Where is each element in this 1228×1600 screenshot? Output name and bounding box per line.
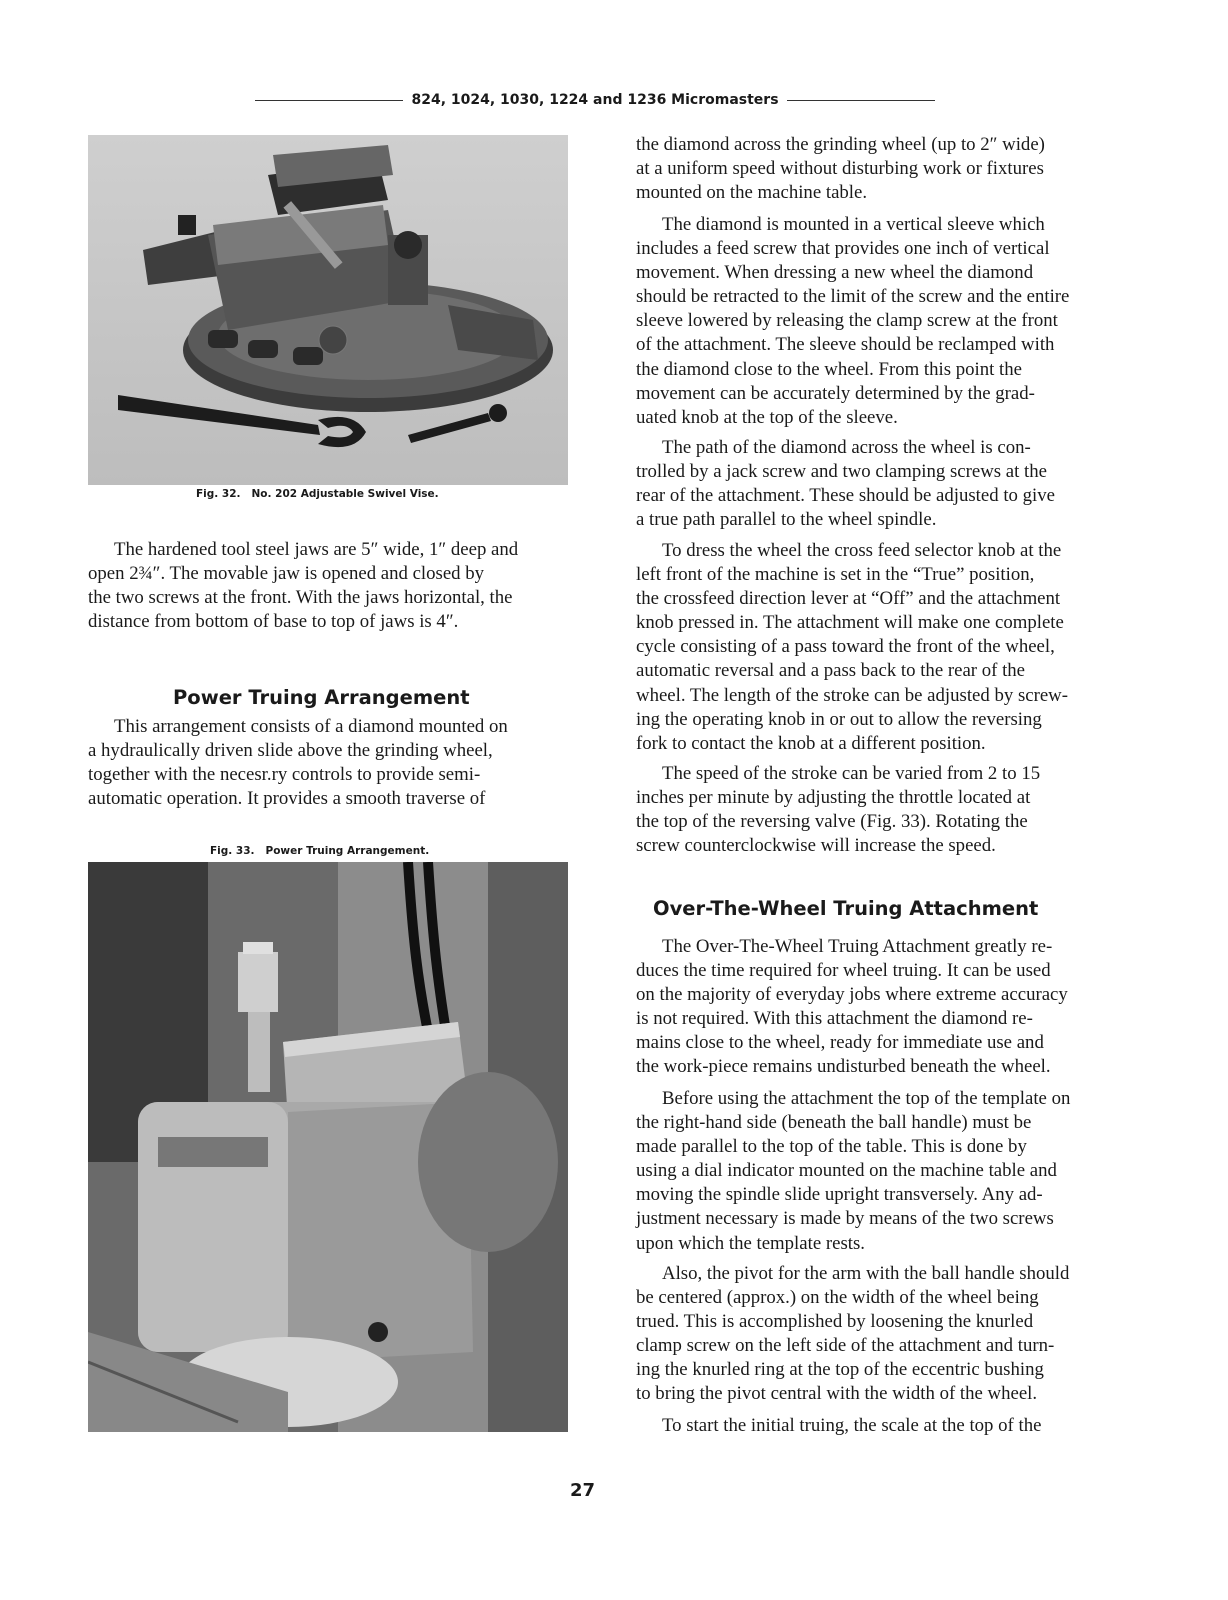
right-paragraph-3: The path of the diamond across the wheel is con- trolled by a jack screw and two clamping screws at the rear of the attachment. These should be adjusted to give a true path parallel to the wheel spindle. (636, 437, 1055, 531)
figure-33-caption: Fig. 33. Power Truing Arrangement. (210, 845, 430, 857)
right-paragraph-8: Also, the pivot for the arm with the ball handle should be centered (approx.) on the width of the wheel being trued. This is accomplished by loosening the knurled clamp screw on the left side of the attachment and turn- ing the knurled ring at the top of the eccentric bushing to bring the pivot central with the width of the wheel. (636, 1263, 1070, 1405)
page-number: 27 (570, 1480, 596, 1501)
left-paragraph-1: The hardened tool steel jaws are 5″ wide, 1″ deep and open 2¾″. The movable jaw is opened and closed by the two screws at the front. With the jaws horizontal, the distance from bottom of base to top of jaws is 4″. (88, 539, 519, 633)
section-heading-power-truing: Power Truing Arrangement (173, 686, 470, 709)
header-rule-right (787, 100, 935, 101)
right-paragraph-7: Before using the attachment the top of the template on the right-hand side (beneath the ball handle) must be made parallel to the top of the table. This is done by using a dial indicator mounted on the machine table and moving the spindle slide upright transversely. Any ad- justment necessary is made by means of the two screws upon which the template rests. (636, 1088, 1071, 1254)
right-paragraph-1: the diamond across the grinding wheel (up to 2″ wide) at a uniform speed without disturbing work or fixtures mounted on the machine table. (636, 134, 1045, 204)
right-paragraph-5: The speed of the stroke can be varied from 2 to 15 inches per minute by adjusting the throttle located at the top of the reversing valve (Fig. 33). Rotating the screw counterclockwise will increase the speed. (636, 763, 1041, 857)
right-paragraph-2: The diamond is mounted in a vertical sleeve which includes a feed screw that provides one inch of vertical movement. When dressing a new wheel the diamond should be retracted to the limit of the screw and the entire sleeve lowered by releasing the clamp screw at the front of the attachment. The sleeve should be reclamped with the diamond close to the wheel. From this point the movement can be accurately determined by the grad- uated knob at the top of the sleeve. (636, 214, 1070, 428)
figure-32-caption: Fig. 32. No. 202 Adjustable Swivel Vise. (196, 488, 439, 500)
left-paragraph-2: This arrangement consists of a diamond mounted on a hydraulically driven slide above the grinding wheel, together with the necesr.ry controls to provide semi- automatic operation. It provides a smooth traverse of (88, 716, 508, 810)
right-paragraph-4: To dress the wheel the cross feed selector knob at the left front of the machine is set in the “True” position, the crossfeed direction lever at “Off” and the attachment knob pressed in. The attachment will make one complete cycle consisting of a pass toward the front of the wheel, automatic reversal and a pass back to the rear of the wheel. The length of the stroke can be adjusted by screw- ing the operating knob in or out to allow the reversing fork to contact the knob at a different position. (636, 540, 1068, 754)
figure-32-photo (88, 135, 568, 485)
figure-33-photo (88, 862, 568, 1432)
header-rule-left (255, 100, 403, 101)
section-heading-over-the-wheel: Over-The-Wheel Truing Attachment (653, 897, 1039, 920)
header-title: 824, 1024, 1030, 1224 and 1236 Micromasters (411, 92, 779, 108)
running-header (255, 92, 935, 108)
right-paragraph-6: The Over-The-Wheel Truing Attachment greatly re- duces the time required for wheel truing. It can be used on the majority of everyday jobs where extreme accuracy is not required. With this attachment the diamond re- mains close to the wheel, ready for immediate use and the work-piece remains undisturbed beneath the wheel. (636, 936, 1068, 1078)
right-paragraph-9: To start the initial truing, the scale at the top of the (662, 1415, 1042, 1436)
